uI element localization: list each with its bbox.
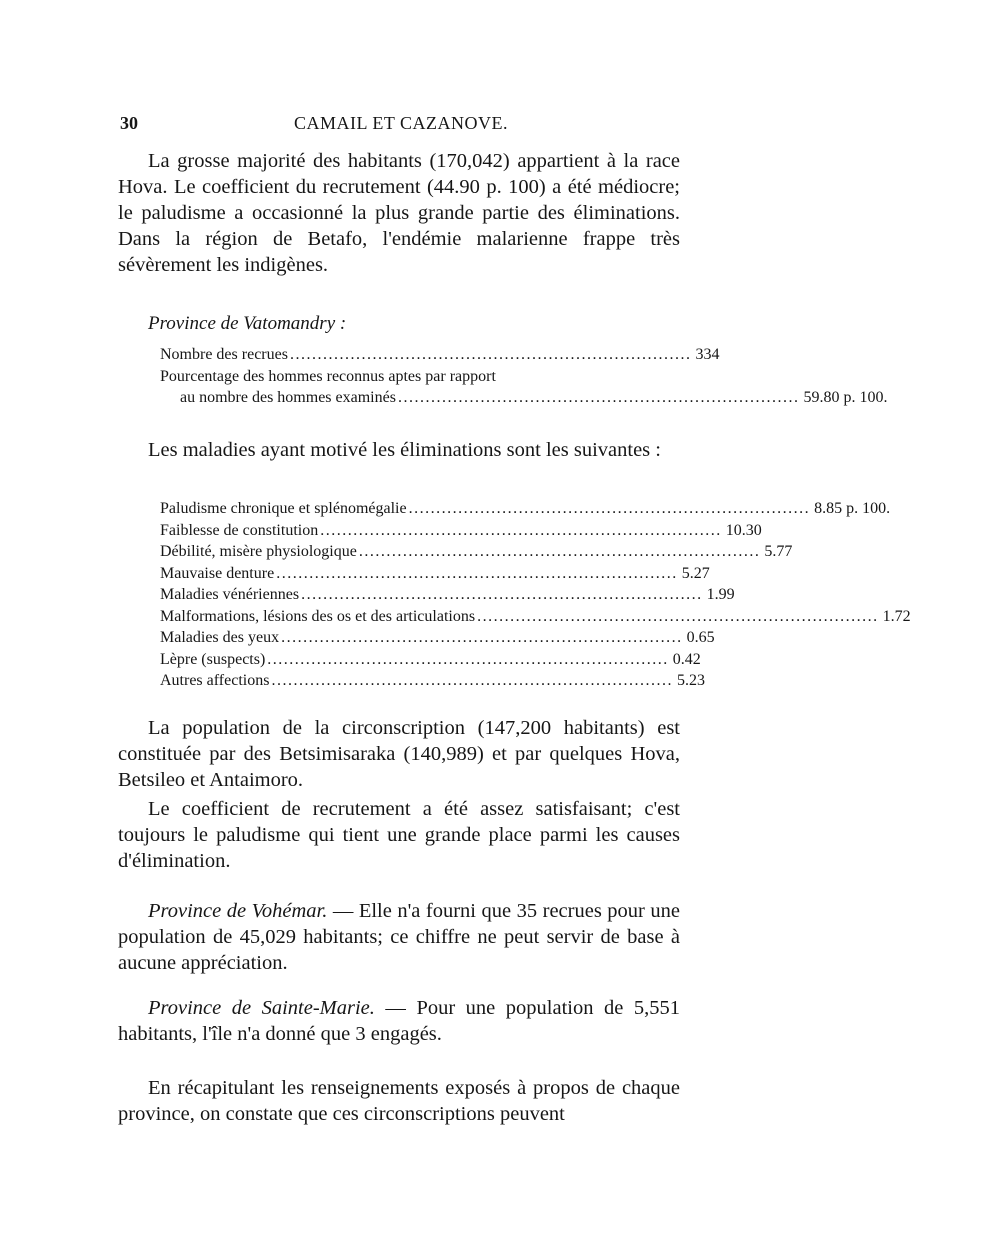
page-number: 30 — [120, 113, 138, 133]
province-title: Province de Sainte-Marie. — [148, 997, 375, 1019]
disease-label: Malformations, lésions des os et des articulations — [160, 607, 476, 625]
paragraph-vohemar — [118, 898, 680, 976]
leader-dots: ......................................................................... — [477, 607, 879, 625]
leader-dots: ......................................................................... — [289, 346, 692, 363]
paragraph-population: La population de la circonscription (147,200 habitants) est constituée par des Betsimisaraka (140,989) et par quelques Hova, Betsileo et Antaimoro. — [118, 717, 680, 791]
disease-value: 10.30 — [725, 521, 762, 539]
disease-label: Mauvaise denture — [160, 564, 275, 582]
leader-dots: ......................................................................... — [320, 521, 722, 539]
disease-label: Lèpre (suspects) — [160, 650, 266, 668]
paragraph-recap: En récapitulant les renseignements exposés à propos de chaque province, on constate que ces circonscriptions peuvent — [118, 1077, 680, 1125]
disease-label: Faiblesse de constitution — [160, 521, 319, 539]
disease-value: 0.65 — [686, 629, 715, 646]
stats-table — [160, 344, 888, 409]
disease-row — [160, 606, 911, 628]
leader-dots: ......................................................................... — [267, 650, 669, 668]
paragraph-intro: La grosse majorité des habitants (170,042) appartient à la race Hova. Le coefficient du recrutement (44.90 p. 100) a été médiocre; le paludisme a occasionné la plus grande partie des éliminations. Dans la région de Betafo, l'endémie malarienne frappe très sévèrement les indigènes. — [118, 150, 680, 276]
disease-value: 5.23 — [676, 672, 705, 689]
disease-row — [160, 584, 735, 606]
stats-label: Nombre des recrues — [160, 346, 288, 363]
stats-value: 334 — [695, 346, 720, 363]
stats-value: 59.80 p. 100. — [803, 389, 888, 406]
disease-label: Autres affections — [160, 672, 270, 689]
diseases-table — [160, 498, 911, 692]
province-title: Province de Vohémar. — [148, 900, 328, 922]
disease-row — [160, 670, 705, 692]
leader-dots: ......................................................................... — [271, 672, 673, 689]
leader-dots: ......................................................................... — [397, 389, 800, 406]
province-heading: Province de Vatomandry : — [148, 313, 347, 334]
leader-dots: ......................................................................... — [281, 629, 683, 646]
leader-dots: ......................................................................... — [276, 564, 678, 582]
stats-row-recrues — [160, 344, 720, 366]
disease-row — [160, 627, 715, 649]
paragraph-text: — Pour une population de 5,551 habitants, l'île n'a donné que 3 engagés. — [118, 997, 680, 1045]
leader-dots: ......................................................................... — [301, 586, 703, 603]
paragraph-sainte-marie — [118, 995, 680, 1047]
disease-label: Paludisme chronique et splénomégalie — [160, 500, 407, 517]
disease-value: 0.42 — [672, 650, 701, 668]
stats-label: Pourcentage des hommes reconnus aptes par rapport — [160, 367, 496, 385]
disease-value: 1.99 — [706, 586, 735, 603]
disease-row — [160, 541, 793, 563]
disease-row — [160, 520, 762, 542]
paragraph-coefficient: Le coefficient de recrutement a été assez satisfaisant; c'est toujours le paludisme qui tient une grande place parmi les causes d'élimination. — [118, 798, 680, 872]
paragraph-text: — Elle n'a fourni que 35 recrues pour une population de 45,029 habitants; ce chiffre ne peut servir de base à aucune appréciation. — [118, 900, 680, 974]
disease-row — [160, 649, 701, 671]
stats-label: au nombre des hommes examinés — [180, 389, 396, 406]
leader-dots: ......................................................................... — [408, 500, 811, 517]
running-title: CAMAIL ET CAZANOVE. — [294, 113, 508, 133]
disease-row — [160, 498, 891, 520]
page-header — [120, 113, 682, 141]
disease-value: 5.77 — [764, 543, 793, 560]
disease-value: 8.85 p. 100. — [814, 500, 891, 517]
disease-value: 1.72 — [882, 607, 911, 625]
disease-value: 5.27 — [681, 564, 710, 582]
stats-row-pct-line1 — [160, 366, 685, 388]
disease-label: Maladies des yeux — [160, 629, 280, 646]
disease-row — [160, 563, 710, 585]
paragraph-diseases-intro: Les maladies ayant motivé les éliminations sont les suivantes : — [148, 439, 661, 461]
stats-row-pct-line2 — [160, 387, 888, 409]
disease-label: Maladies vénériennes — [160, 586, 300, 603]
disease-label: Débilité, misère physiologique — [160, 543, 357, 560]
leader-dots: ......................................................................... — [358, 543, 761, 560]
